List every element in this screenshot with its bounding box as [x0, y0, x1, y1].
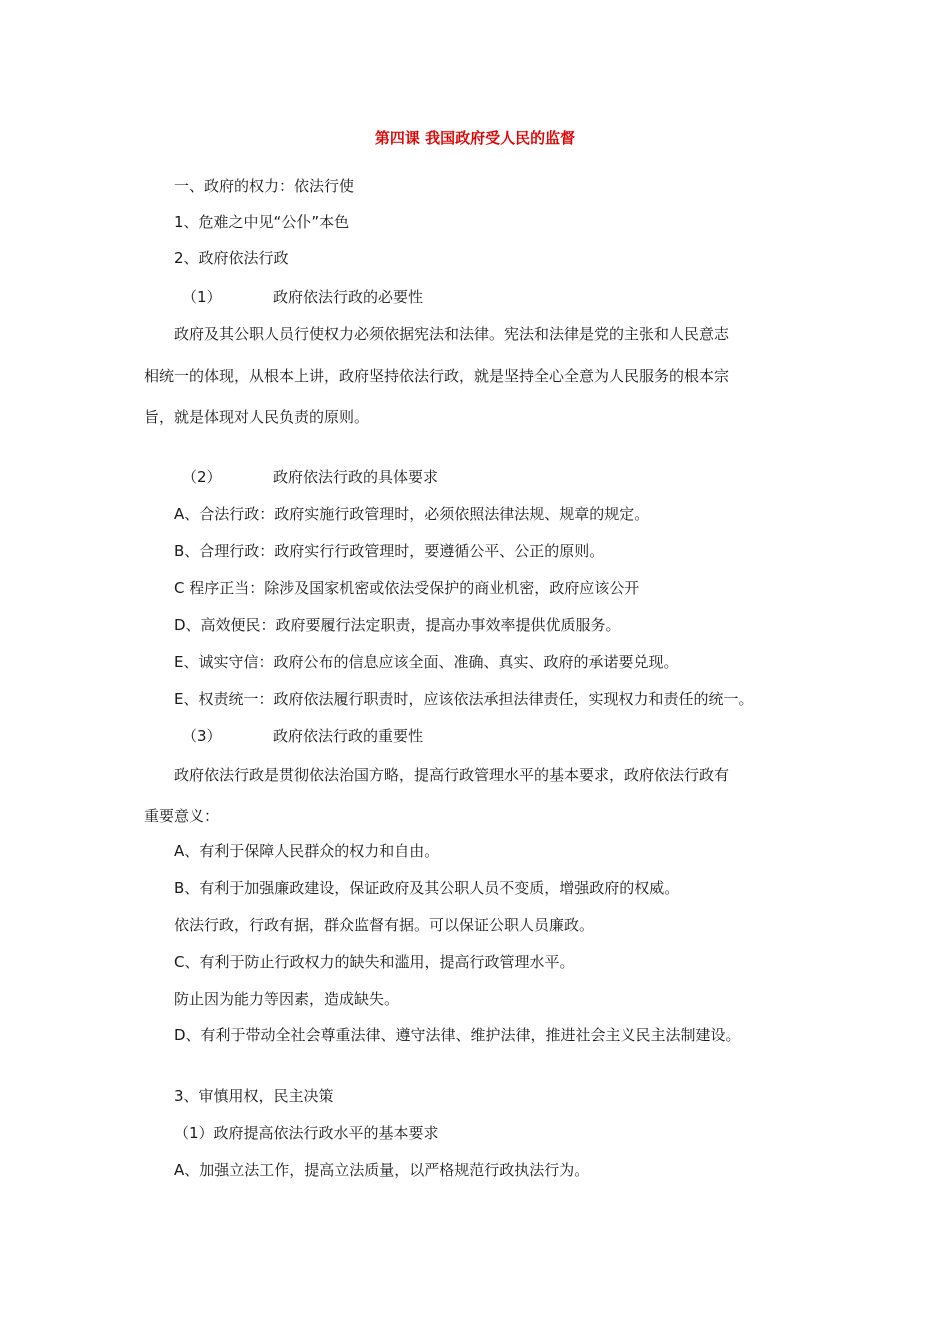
list-item: C、有利于防止行政权力的缺失和滥用，提高行政管理水平。: [174, 953, 575, 971]
section-heading: 一、政府的权力：依法行使: [174, 177, 355, 195]
point-title: 政府依法行政的重要性: [273, 727, 424, 745]
item-heading: 2、政府依法行政: [174, 249, 289, 267]
point-number: （2）: [182, 468, 222, 486]
list-item: A、合法行政：政府实施行政管理时，必须依照法律法规、规章的规定。: [174, 505, 650, 523]
list-item: E、权责统一：政府依法履行职责时，应该依法承担法律责任，实现权力和责任的统一。: [174, 690, 754, 708]
point-title: 政府依法行政的具体要求: [273, 468, 439, 486]
item-heading: 3、审慎用权，民主决策: [174, 1087, 334, 1105]
paragraph-line: 重要意义：: [144, 807, 220, 825]
list-item: E、诚实守信：政府公布的信息应该全面、准确、真实、政府的承诺要兑现。: [174, 653, 679, 671]
sub-heading: （1）政府提高依法行政水平的基本要求: [174, 1124, 439, 1142]
point-number: （3）: [182, 727, 222, 745]
page-title: 第四课 我国政府受人民的监督: [374, 129, 576, 147]
paragraph-line: 政府依法行政是贯彻依法治国方略，提高行政管理水平的基本要求，政府依法行政有: [174, 766, 730, 784]
note-line: 依法行政，行政有据，群众监督有据。可以保证公职人员廉政。: [174, 916, 595, 934]
list-item: B、有利于加强廉政建设，保证政府及其公职人员不变质，增强政府的权威。: [174, 879, 680, 897]
point-number: （1）: [182, 288, 222, 306]
list-item: D、有利于带动全社会尊重法律、遵守法律、维护法律，推进社会主义民主法制建设。: [174, 1026, 741, 1044]
list-item: A、加强立法工作，提高立法质量，以严格规范行政执法行为。: [174, 1161, 590, 1179]
list-item: D、高效便民：政府要履行法定职责，提高办事效率提供优质服务。: [174, 616, 621, 634]
list-item: B、合理行政：政府实行行政管理时，要遵循公平、公正的原则。: [174, 542, 605, 560]
paragraph-line: 相统一的体现，从根本上讲，政府坚持依法行政，就是坚持全心全意为人民服务的根本宗: [144, 367, 730, 385]
list-item: A、有利于保障人民群众的权力和自由。: [174, 842, 440, 860]
item-heading: 1、危难之中见“公仆”本色: [174, 213, 350, 231]
point-title: 政府依法行政的必要性: [273, 288, 424, 306]
note-line: 防止因为能力等因素，造成缺失。: [174, 990, 400, 1008]
list-item: C 程序正当：除涉及国家机密或依法受保护的商业机密，政府应该公开: [174, 579, 640, 597]
paragraph-line: 政府及其公职人员行使权力必须依据宪法和法律。宪法和法律是党的主张和人民意志: [174, 325, 730, 343]
paragraph-line: 旨，就是体现对人民负责的原则。: [144, 408, 370, 426]
